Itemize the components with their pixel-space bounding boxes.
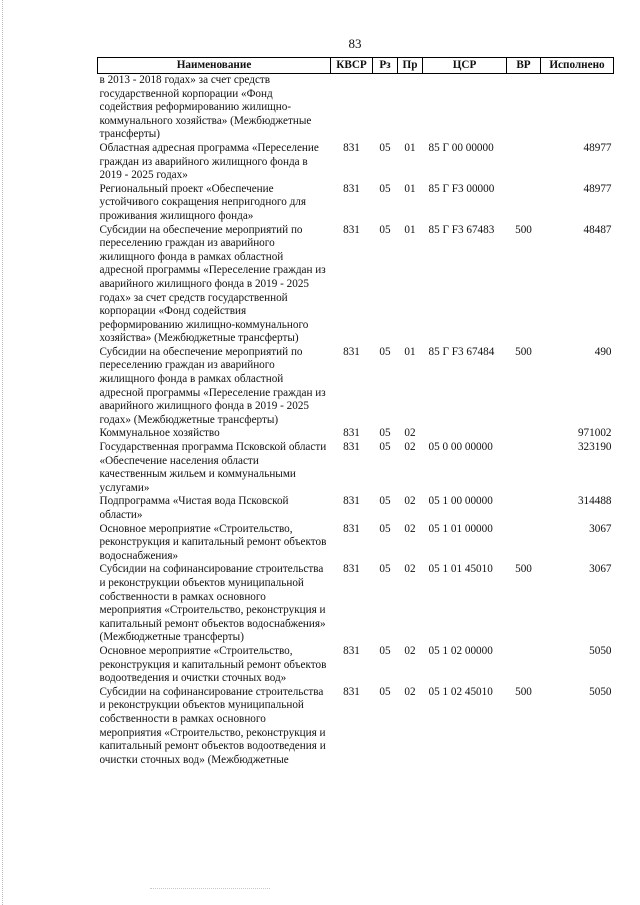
row-rz: 05 xyxy=(379,522,391,535)
table-row xyxy=(98,346,614,428)
row-rz: 05 xyxy=(379,182,391,195)
table-row xyxy=(98,686,614,768)
table-row xyxy=(98,142,614,183)
row-kvsr: 831 xyxy=(343,141,360,154)
row-kvsr: 831 xyxy=(343,563,360,576)
row-pr: 02 xyxy=(404,495,416,508)
row-vr xyxy=(507,142,541,183)
row-pr: 02 xyxy=(404,563,416,576)
row-rz: 05 xyxy=(379,427,391,440)
row-csr: 05 1 02 00000 xyxy=(428,644,493,657)
row-rz: 05 xyxy=(379,644,391,657)
row-vr xyxy=(507,427,541,441)
table-row xyxy=(98,645,614,686)
row-csr xyxy=(423,427,507,441)
page-number: 83 xyxy=(348,36,362,51)
row-csr: 05 0 00 00000 xyxy=(428,441,493,454)
row-pr: 01 xyxy=(404,182,416,195)
row-csr: 85 Г F3 67483 xyxy=(428,223,495,236)
row-csr: 05 1 01 00000 xyxy=(428,522,493,535)
row-rz: 05 xyxy=(379,685,391,698)
row-executed: 48977 xyxy=(583,141,612,154)
row-vr xyxy=(507,441,541,495)
header-rz: Рз xyxy=(373,58,398,74)
row-executed: 48977 xyxy=(583,182,612,195)
row-kvsr: 831 xyxy=(343,495,360,508)
table-row xyxy=(98,523,614,564)
row-rz: 05 xyxy=(379,345,391,358)
row-pr: 01 xyxy=(404,141,416,154)
table-row xyxy=(98,224,614,346)
scan-artifact-dots xyxy=(150,888,270,890)
table-row xyxy=(98,74,614,142)
row-vr xyxy=(507,523,541,564)
row-csr: 05 1 02 45010 xyxy=(428,685,493,698)
row-csr: 05 1 00 00000 xyxy=(428,495,493,508)
row-name: Основное мероприятие «Строительство, реконструкция и капитальный ремонт объектов водоотведения и очистки сточных вод» xyxy=(99,644,327,685)
row-csr: 85 Г F3 67484 xyxy=(428,345,495,358)
row-kvsr: 831 xyxy=(343,644,360,657)
row-executed: 490 xyxy=(594,345,612,358)
row-name: в 2013 - 2018 годах» за счет средств государственной корпорации «Фонд содействия реформированию жилищно-коммунального хозяйства» (Межбюджетные трансферты) xyxy=(99,74,312,141)
row-executed: 3067 xyxy=(589,522,612,535)
table-body xyxy=(98,74,614,768)
row-rz: 05 xyxy=(379,223,391,236)
table-header xyxy=(98,58,614,74)
row-executed: 314488 xyxy=(577,495,612,508)
row-name: Областная адресная программа «Переселение граждан из аварийного жилищного фонда в 2019 - 2025 годах» xyxy=(99,141,319,182)
row-pr: 02 xyxy=(404,441,416,454)
row-vr: 500 xyxy=(515,563,532,576)
row-pr: 02 xyxy=(404,685,416,698)
table-row xyxy=(98,183,614,224)
row-executed: 48487 xyxy=(583,223,612,236)
row-pr: 01 xyxy=(404,223,416,236)
row-csr: 85 Г 00 00000 xyxy=(428,141,494,154)
row-executed: 3067 xyxy=(589,563,612,576)
table-row xyxy=(98,441,614,495)
row-kvsr xyxy=(331,74,373,142)
row-vr xyxy=(507,74,541,142)
row-vr xyxy=(507,183,541,224)
row-executed: 5050 xyxy=(589,685,612,698)
row-rz xyxy=(373,74,398,142)
table-row xyxy=(98,563,614,645)
header-vr: ВР xyxy=(507,58,541,74)
row-vr xyxy=(507,645,541,686)
row-name: Подпрограмма «Чистая вода Псковской области» xyxy=(99,495,289,521)
row-name: Субсидии на обеспечение мероприятий по переселению граждан из аварийного жилищного фонда в рамках областной адресной программы «Переселение граждан из аварийного жилищного фонда в 2019 - 2025 годах» (Межбюджетные трансферты) xyxy=(99,345,326,426)
row-rz: 05 xyxy=(379,495,391,508)
header-pr: Пр xyxy=(398,58,423,74)
header-kvsr: КВСР xyxy=(331,58,373,74)
row-rz: 05 xyxy=(379,441,391,454)
row-pr: 02 xyxy=(404,427,416,440)
row-kvsr: 831 xyxy=(343,182,360,195)
row-executed: 323190 xyxy=(577,441,612,454)
row-name: Субсидии на софинансирование строительства и реконструкции объектов муниципальной собственности в рамках основного мероприятия «Строительство, реконструкция и капитальный ремонт объектов водоснабжения» (Межбюджетные трансферты) xyxy=(99,563,326,644)
row-executed: 5050 xyxy=(589,644,612,657)
row-rz: 05 xyxy=(379,141,391,154)
row-csr: 85 Г F3 00000 xyxy=(428,182,495,195)
scan-margin-edge xyxy=(2,0,4,905)
header-name: Наименование xyxy=(98,58,331,74)
row-vr: 500 xyxy=(515,345,532,358)
table-row xyxy=(98,495,614,522)
row-kvsr: 831 xyxy=(343,345,360,358)
row-name: Субсидии на софинансирование строительства и реконструкции объектов муниципальной собственности в рамках основного мероприятия «Строительство, реконструкция и капитальный ремонт объектов водоотведения и очистки сточных вод» (Межбюджетные xyxy=(99,685,326,766)
row-kvsr: 831 xyxy=(343,223,360,236)
row-pr xyxy=(398,74,423,142)
row-kvsr: 831 xyxy=(343,427,360,440)
row-name: Коммунальное хозяйство xyxy=(99,427,220,440)
row-kvsr: 831 xyxy=(343,685,360,698)
row-name: Субсидии на обеспечение мероприятий по переселению граждан из аварийного жилищного фонда в рамках областной адресной программы «Переселение граждан из аварийного жилищного фонда в 2019 - 2025 годах» за счет средств государственной корпорации «Фонд содействия реформированию жилищно-коммунального хозяйства» (Межбюджетные трансферты) xyxy=(99,223,326,345)
row-kvsr: 831 xyxy=(343,522,360,535)
table-row xyxy=(98,427,614,441)
header-row xyxy=(98,58,614,74)
row-vr xyxy=(507,495,541,522)
row-csr xyxy=(423,74,507,142)
row-vr: 500 xyxy=(515,685,532,698)
row-executed xyxy=(541,74,614,142)
row-pr: 02 xyxy=(404,522,416,535)
row-rz: 05 xyxy=(379,563,391,576)
row-pr: 01 xyxy=(404,345,416,358)
row-csr: 05 1 01 45010 xyxy=(428,563,493,576)
budget-execution-table xyxy=(97,57,614,767)
row-vr: 500 xyxy=(515,223,532,236)
header-csr: ЦСР xyxy=(423,58,507,74)
row-name: Основное мероприятие «Строительство, реконструкция и капитальный ремонт объектов водоснабжения» xyxy=(99,522,327,562)
row-executed: 971002 xyxy=(577,427,612,440)
row-name: Региональный проект «Обеспечение устойчивого сокращения непригодного для проживания жилищного фонда» xyxy=(99,182,307,222)
row-name: Государственная программа Псковской области «Обеспечение населения области качественным жильем и коммунальными услугами» xyxy=(99,441,327,494)
row-pr: 02 xyxy=(404,644,416,657)
row-kvsr: 831 xyxy=(343,441,360,454)
header-executed: Исполнено xyxy=(541,58,614,74)
